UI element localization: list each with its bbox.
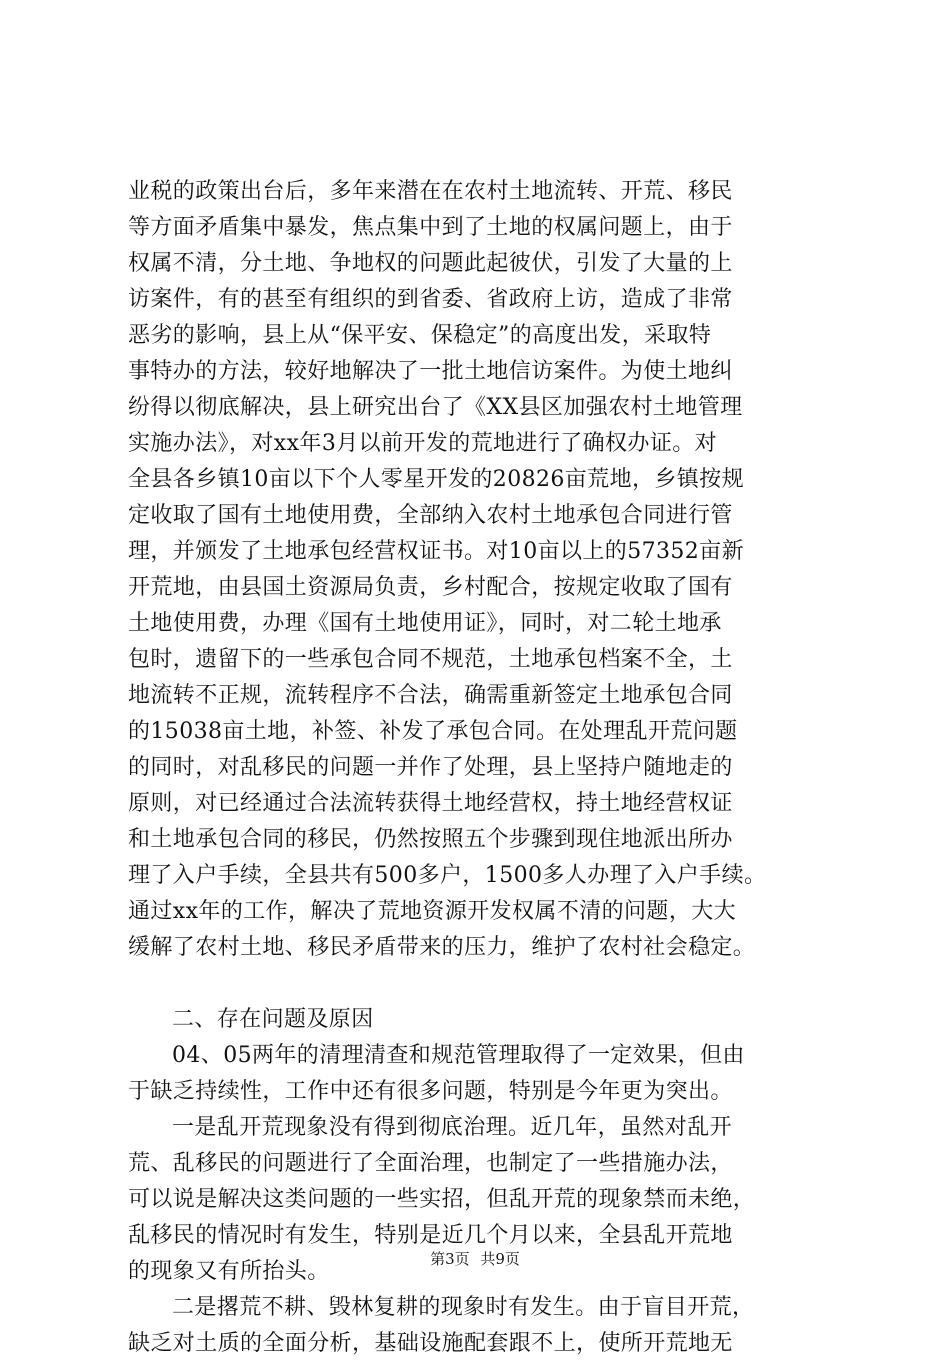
text-line: 乱移民的情况时有发生，特别是近几个月以来，全县乱开荒地 [128,1223,733,1248]
text-line: 土地使用费，办理《国有土地使用证》，同时，对二轮土地承 [128,611,722,636]
page-number: 第3页 [430,1250,470,1268]
text-line: 权属不清，分土地、争地权的问题此起彼伏，引发了大量的上 [128,251,733,276]
document-body [128,174,848,1362]
text-line: 和土地承包合同的移民，仍然按照五个步骤到现住地派出所办 [128,827,733,852]
paragraph-2 [128,1038,848,1110]
text-line: 访案件，有的甚至有组织的到省委、省政府上访，造成了非常 [128,287,733,312]
text-line: 包时，遗留下的一些承包合同不规范，土地承包档案不全，土 [128,647,733,672]
page-footer [0,1249,950,1269]
paragraph-1 [128,174,848,966]
text-line: 可以说是解决这类问题的一些实招，但乱开荒的现象禁而未绝， [128,1187,756,1212]
text-line: 缓解了农村土地、移民矛盾带来的压力，维护了农村社会稳定。 [128,935,756,960]
text-line: 04、05两年的清理清查和规范管理取得了一定效果，但由 [172,1043,745,1068]
text-line: 二是撂荒不耕、毁林复耕的现象时有发生。由于盲目开荒， [172,1295,755,1320]
paragraph-spacer [128,966,848,1002]
text-line: 缺乏对土质的全面分析，基础设施配套跟不上，使所开荒地无 [128,1331,733,1356]
text-line: 业税的政策出台后，多年来潜在在农村土地流转、开荒、移民 [128,179,733,204]
text-line: 实施办法》，对xx年3月以前开发的荒地进行了确权办证。对 [128,431,718,456]
text-line: 事特办的方法，较好地解决了一批土地信访案件。为使土地纠 [128,359,733,384]
text-line: 通过xx年的工作，解决了荒地资源开发权属不清的问题，大大 [128,899,737,924]
text-line: 的15038亩土地，补签、补发了承包合同。在处理乱开荒问题 [128,719,738,744]
text-line: 的同时，对乱移民的问题一并作了处理，县上坚持户随地走的 [128,755,733,780]
text-line: 纷得以彻底解决，县上研究出台了《XX县区加强农村土地管理 [128,395,743,420]
text-line: 理，并颁发了土地承包经营权证书。对10亩以上的57352亩新 [128,539,744,564]
text-line: 恶劣的影响，县上从“保平安、保稳定”的高度出发，采取特 [128,323,712,348]
text-line: 的现象又有所抬头。 [128,1259,330,1284]
text-line: 荒、乱移民的问题进行了全面治理，也制定了一些措施办法， [128,1151,733,1176]
text-line: 定收取了国有土地使用费，全部纳入农村土地承包合同进行管 [128,503,733,528]
text-line: 原则，对已经通过合法流转获得土地经营权，持土地经营权证 [128,791,733,816]
text-line: 理了入户手续，全县共有500多户，1500多人办理了入户手续。 [128,863,767,888]
text-line: 地流转不正规，流转程序不合法，确需重新签定土地承包合同 [128,683,733,708]
text-line: 开荒地，由县国土资源局负责，乡村配合，按规定收取了国有 [128,575,733,600]
text-line: 等方面矛盾集中暴发，焦点集中到了土地的权属问题上，由于 [128,215,733,240]
text-line: 于缺乏持续性，工作中还有很多问题，特别是今年更为突出。 [128,1079,733,1104]
text-line: 一是乱开荒现象没有得到彻底治理。近几年，虽然对乱开 [172,1115,733,1140]
text-line: 全县各乡镇10亩以下个人零星开发的20826亩荒地，乡镇按规 [128,467,744,492]
paragraph-4 [128,1290,848,1362]
page-total: 共9页 [480,1250,520,1268]
section-heading: 二、存在问题及原因 [172,1007,374,1032]
